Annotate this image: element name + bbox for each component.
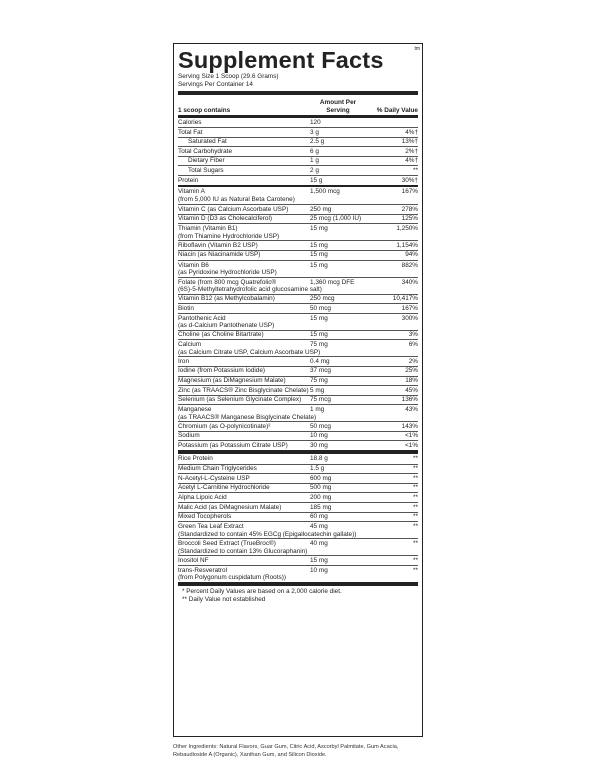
table-row	[178, 385, 418, 395]
table-row	[178, 214, 418, 224]
vitamin-mineral-section	[178, 187, 418, 450]
amount-per-serving: 15 mg	[310, 556, 328, 564]
amount-per-serving: 0.4 mg	[310, 357, 330, 365]
table-row	[178, 313, 418, 330]
table-row	[178, 137, 418, 147]
nutrient-name	[178, 129, 310, 137]
nutrient-label: Riboflavin (Vitamin B2 USP)	[178, 241, 258, 249]
table-row	[178, 502, 418, 512]
daily-value: 4%†	[405, 157, 418, 165]
daily-value: 1,154%	[396, 241, 418, 249]
nutrient-name	[178, 242, 310, 250]
trademark-mark: tm	[414, 46, 420, 52]
nutrient-label: Potassium (as Potassium Citrate USP)	[178, 441, 288, 449]
nutrient-name	[178, 475, 310, 483]
table-row	[178, 175, 418, 185]
amount-per-serving: 185 mg	[310, 503, 332, 511]
daily-value: 125%	[401, 215, 418, 223]
nutrient-label: trans-Resveratrol	[178, 566, 228, 574]
amount-per-serving: 600 mg	[310, 474, 332, 482]
daily-value: 13%†	[401, 138, 418, 146]
table-header	[178, 95, 418, 115]
nutrient-source: (as d-Calcium Pantothenate USP)	[178, 322, 275, 330]
nutrient-name	[178, 157, 310, 165]
nutrient-label: Total Sugars	[188, 166, 224, 174]
nutrient-source: (from Thiamine Hydrochloride USP)	[178, 232, 280, 240]
daily-value: 4%†	[405, 128, 418, 136]
header-amount: Amount Per Serving	[319, 99, 357, 114]
servings-per-container: Servings Per Container 14	[178, 81, 253, 88]
daily-value: 143%	[401, 422, 418, 430]
amount-per-serving: 1,500 mcg	[310, 188, 340, 196]
nutrient-label: Saturated Fat	[188, 138, 227, 146]
amount-per-serving: 37 mcg	[310, 367, 331, 375]
nutrient-label: Vitamin B6	[178, 261, 209, 269]
daily-value: 167%	[401, 188, 418, 196]
nutrient-label: Biotin	[178, 304, 194, 312]
amount-per-serving: 10 mg	[310, 566, 328, 574]
nutrient-label: Magnesium (as DiMagnesium Malate)	[178, 377, 286, 384]
amount-per-serving: 15 mg	[310, 241, 328, 249]
daily-value: 18%	[405, 377, 418, 384]
nutrient-label: Total Carbohydrate	[178, 147, 232, 155]
footnote-dv-not-established: ** Daily Value not established	[182, 596, 266, 604]
daily-value: 10,417%	[392, 295, 418, 303]
nutrient-name	[178, 278, 322, 294]
nutrient-name	[178, 167, 310, 175]
nutrient-name	[178, 484, 310, 492]
other-actives-section	[178, 454, 418, 582]
nutrient-label: Mixed Tocopherols	[178, 513, 232, 521]
nutrient-label: Medium Chain Triglycerides	[178, 465, 257, 473]
daily-value: **	[413, 556, 418, 564]
nutrient-name	[178, 540, 310, 555]
daily-value: 882%	[401, 261, 418, 269]
daily-value: 2%	[408, 357, 418, 365]
table-row	[178, 118, 418, 128]
table-row	[178, 395, 418, 405]
nutrient-label: Broccoli Seed Extract (TrueBroc®)	[178, 540, 276, 548]
daily-value: 45%	[405, 386, 418, 394]
daily-value: 43%	[405, 406, 418, 414]
table-row	[178, 303, 418, 313]
daily-value: 2%†	[405, 147, 418, 155]
nutrient-name	[178, 177, 310, 185]
table-row	[178, 240, 418, 250]
amount-per-serving: 40 mg	[310, 540, 328, 548]
table-row	[178, 538, 418, 555]
nutrient-label: Calories	[178, 118, 202, 126]
nutrient-label: Green Tea Leaf Extract	[178, 523, 244, 531]
daily-value: **	[413, 474, 418, 482]
amount-per-serving: 5 mg	[310, 386, 325, 394]
footnote-percent-dv: * Percent Daily Values are based on a 2,000 calorie diet.	[182, 587, 342, 595]
amount-per-serving: 15 mg	[310, 331, 328, 339]
nutrient-name	[178, 442, 310, 450]
amount-per-serving: 15 mg	[310, 225, 328, 233]
nutrient-label: Iodine (from Potassium Iodide)	[178, 367, 266, 375]
daily-value: **	[413, 455, 418, 463]
daily-value: **	[413, 493, 418, 501]
nutrient-label: Chromium (as O-polynicotinate)²	[178, 422, 271, 430]
nutrient-label: Calcium	[178, 341, 202, 349]
nutrient-label: Thiamin (Vitamin B1)	[178, 225, 238, 233]
nutrient-name	[178, 188, 310, 203]
table-row	[178, 127, 418, 137]
table-row	[178, 277, 418, 294]
daily-value: 340%	[401, 278, 418, 286]
nutrient-label: Protein	[178, 176, 199, 184]
nutrient-name	[178, 423, 310, 431]
amount-per-serving: 2 g	[310, 166, 319, 174]
nutrient-label: Iron	[178, 357, 190, 365]
amount-per-serving: 50 mcg	[310, 304, 331, 312]
nutrient-name	[178, 367, 310, 375]
header-daily-value: % Daily Value	[376, 106, 418, 114]
nutrient-source: (from Polygonum cuspidatum (Roots))	[178, 574, 286, 582]
daily-value: **	[413, 540, 418, 548]
nutrient-source: (Standardized to contain 45% EGCg (Epigallocatechin gallate))	[178, 530, 357, 538]
amount-per-serving: 10 mg	[310, 432, 328, 440]
nutrient-name	[178, 455, 310, 463]
nutrient-name	[178, 206, 310, 214]
nutrient-name	[178, 377, 310, 385]
nutrient-name	[178, 215, 310, 223]
table-row	[178, 356, 418, 366]
daily-value: **	[413, 523, 418, 531]
daily-value: 1,250%	[396, 225, 418, 233]
amount-per-serving: 75 mcg	[310, 396, 331, 404]
nutrient-label: Total Fat	[178, 128, 203, 136]
amount-per-serving: 60 mg	[310, 513, 328, 521]
amount-per-serving: 3 g	[310, 128, 319, 136]
table-row	[178, 565, 418, 582]
nutrient-label: N-Acetyl-L-Cysteine USP	[178, 474, 250, 482]
nutrient-source: (as Pyridoxine Hydrochloride USP)	[178, 269, 277, 277]
nutrient-name	[178, 513, 310, 521]
amount-per-serving: 2.5 g	[310, 138, 325, 146]
table-row	[178, 555, 418, 565]
nutrient-label: Vitamin C (as Calcium Ascorbate USP)	[178, 205, 289, 213]
table-row	[178, 366, 418, 376]
nutrient-name	[178, 494, 310, 502]
table-row	[178, 260, 418, 277]
daily-value: 167%	[401, 304, 418, 312]
daily-value: **	[413, 484, 418, 492]
amount-per-serving: 75 mg	[310, 377, 328, 384]
amount-per-serving: 15 mg	[310, 261, 328, 269]
nutrient-label: Vitamin A	[178, 188, 205, 196]
nutrient-label: Rice Protein	[178, 455, 213, 463]
amount-per-serving: 50 mcg	[310, 422, 331, 430]
table-row	[178, 431, 418, 441]
daily-value: **	[413, 166, 418, 174]
nutrient-label: Sodium	[178, 432, 200, 440]
daily-value: **	[413, 465, 418, 473]
table-row	[178, 204, 418, 214]
amount-per-serving: 1 mg	[310, 406, 325, 414]
daily-value: **	[413, 503, 418, 511]
nutrient-label: Acetyl L-Carnitine Hydrochloride	[178, 484, 270, 492]
nutrient-label: Zinc (as TRAACS® Zinc Bisglycinate Chelate)	[178, 386, 309, 394]
table-row	[178, 223, 418, 240]
nutrient-name	[178, 557, 310, 565]
amount-per-serving: 250 mcg	[310, 295, 335, 303]
nutrient-name	[178, 119, 310, 127]
header-serving-contains: 1 scoop contains	[178, 106, 231, 114]
nutrient-name	[178, 262, 310, 277]
daily-value: <1%	[405, 441, 418, 449]
table-row	[178, 473, 418, 483]
macronutrient-section	[178, 118, 418, 185]
nutrient-name	[178, 225, 310, 240]
nutrient-source: (6S)-5-Methyltetrahydrofolic acid glucosamine salt)	[178, 286, 322, 294]
table-row	[178, 376, 418, 386]
daily-value: 94%	[405, 251, 418, 259]
table-row	[178, 440, 418, 450]
nutrient-label: Dietary Fiber	[188, 157, 225, 165]
nutrient-name	[178, 567, 310, 582]
table-row	[178, 330, 418, 340]
nutrient-source: (Standardized to contain 13% Glucoraphanin)	[178, 547, 308, 555]
table-row	[178, 464, 418, 474]
nutrient-name	[178, 504, 310, 512]
nutrient-source: (as Calcium Citrate USP, Calcium Ascorbate USP)	[178, 348, 321, 356]
daily-value: 300%	[401, 314, 418, 322]
nutrient-name	[178, 295, 310, 303]
nutrient-label: Vitamin B12 (as Methylcobalamin)	[178, 295, 275, 303]
nutrient-label: Choline (as Choline Bitartrate)	[178, 331, 264, 339]
daily-value: 6%	[408, 341, 418, 349]
nutrient-label: Alpha Lipoic Acid	[178, 493, 227, 501]
table-row	[178, 521, 418, 538]
daily-value: 25%	[405, 367, 418, 375]
amount-per-serving: 200 mg	[310, 493, 332, 501]
amount-per-serving: 120	[310, 118, 321, 126]
nutrient-source: (from 5,000 IU as Natural Beta Carotene)	[178, 195, 295, 203]
table-row	[178, 146, 418, 156]
daily-value: **	[413, 566, 418, 574]
nutrient-name	[178, 396, 310, 404]
nutrient-label: Malic Acid (as DiMagnesium Malate)	[178, 503, 282, 511]
amount-per-serving: 1,360 mcg DFE	[310, 278, 355, 286]
amount-per-serving: 45 mg	[310, 523, 328, 531]
nutrient-label: Vitamin D (D3 as Cholecalciferol)	[178, 215, 272, 223]
nutrient-label: Folate (from 800 mcg Quatrefolic®	[178, 278, 277, 286]
amount-per-serving: 25 mcg (1,000 IU)	[310, 215, 362, 223]
nutrient-name	[178, 251, 310, 259]
nutrient-label: Manganese	[178, 406, 212, 414]
table-row	[178, 165, 418, 175]
nutrient-name	[178, 432, 310, 440]
amount-per-serving: 1.5 g	[310, 465, 325, 473]
panel-title: Supplement Facts	[178, 47, 384, 73]
table-row	[178, 512, 418, 522]
supplement-facts-panel	[173, 43, 423, 737]
amount-per-serving: 6 g	[310, 147, 319, 155]
nutrient-name	[178, 138, 310, 146]
daily-value: 3%	[408, 331, 418, 339]
nutrient-label: Pantothenic Acid	[178, 314, 226, 322]
nutrient-name	[178, 465, 310, 473]
table-row	[178, 250, 418, 260]
table-row	[178, 404, 418, 421]
nutrient-name	[178, 315, 310, 330]
other-ingredients: Other Ingredients: Natural Flavors, Guar Gum, Citric Acid, Ascorbyl Palmitate, Gum Acacia, Rebaudioside A (Organic), Xanthan Gum, and Silicon Dioxide.	[173, 744, 399, 758]
daily-value: 30%†	[401, 176, 418, 184]
amount-per-serving: 1 g	[310, 157, 319, 165]
nutrient-label: Niacin (as Niacinamide USP)	[178, 251, 261, 259]
amount-per-serving: 15 mg	[310, 314, 328, 322]
table-row	[178, 454, 418, 464]
amount-per-serving: 500 mg	[310, 484, 332, 492]
table-row	[178, 339, 418, 356]
table-row	[178, 492, 418, 502]
table-row	[178, 187, 418, 204]
table-row	[178, 483, 418, 493]
daily-value: 278%	[401, 205, 418, 213]
nutrient-name	[178, 305, 310, 313]
nutrient-name	[178, 406, 317, 421]
amount-per-serving: 30 mg	[310, 441, 328, 449]
table-row	[178, 156, 418, 166]
amount-per-serving: 18.8 g	[310, 455, 328, 463]
nutrient-name	[178, 331, 310, 339]
nutrient-label: Inositol NF	[178, 556, 209, 564]
daily-value: **	[413, 513, 418, 521]
nutrient-label: Selenium (as Selenium Glycinate Complex)	[178, 396, 302, 404]
nutrient-name	[178, 387, 310, 395]
amount-per-serving: 15 g	[310, 176, 323, 184]
nutrient-source: (as TRAACS® Manganese Bisglycinate Chelate)	[178, 413, 317, 421]
table-row	[178, 294, 418, 304]
amount-per-serving: 15 mg	[310, 251, 328, 259]
nutrient-name	[178, 148, 310, 156]
nutrient-name	[178, 358, 310, 366]
amount-per-serving: 250 mg	[310, 205, 332, 213]
daily-value: 136%	[401, 396, 418, 404]
serving-size: Serving Size 1 Scoop (29.6 Grams)	[178, 73, 279, 80]
amount-per-serving: 75 mg	[310, 341, 328, 349]
daily-value: <1%	[405, 432, 418, 440]
table-row	[178, 421, 418, 431]
